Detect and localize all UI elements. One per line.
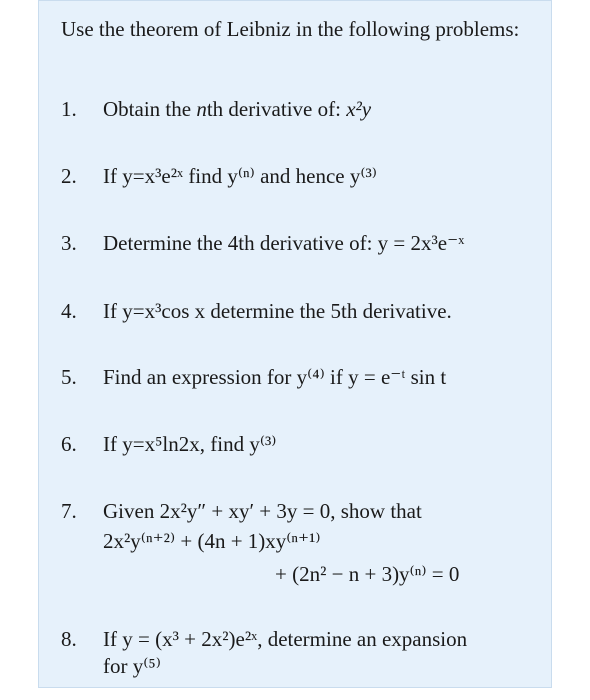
- problem-5-number: 5.: [61, 365, 77, 389]
- problem-1-text-c: th derivative of:: [206, 97, 347, 121]
- problem-1-number: 1.: [61, 97, 77, 121]
- problem-7-line-1: Given 2x²y″ + xy′ + 3y = 0, show that: [103, 499, 422, 523]
- problem-3-number: 3.: [61, 231, 77, 255]
- problem-4-number: 4.: [61, 299, 77, 323]
- problem-1-text-a: Obtain the: [103, 97, 197, 121]
- problem-6: If y=x⁵ln2x, find y⁽³⁾: [103, 432, 277, 456]
- problem-1-expr: x²y: [346, 97, 372, 121]
- problem-5: Find an expression for y⁽⁴⁾ if y = e⁻ᵗ sin t: [103, 365, 447, 389]
- problem-7-line-2: 2x²y⁽ⁿ⁺²⁾ + (4n + 1)xy⁽ⁿ⁺¹⁾: [103, 529, 321, 553]
- problem-1: [103, 99, 371, 120]
- problem-panel: [38, 0, 552, 688]
- problem-8-line-2: for y⁽⁵⁾: [103, 654, 161, 678]
- problem-7-line-3: + (2n² − n + 3)y⁽ⁿ⁾ = 0: [275, 562, 460, 586]
- problem-6-number: 6.: [61, 432, 77, 456]
- problem-2: If y=x³e²ˣ find y⁽ⁿ⁾ and hence y⁽³⁾: [103, 164, 377, 188]
- problem-4: If y=x³cos x determine the 5th derivative.: [103, 299, 452, 323]
- problem-8-line-1: If y = (x³ + 2x²)e²ˣ, determine an expansion: [103, 627, 468, 651]
- problem-1-text-b: n: [196, 97, 207, 121]
- problem-8-number: 8.: [61, 627, 77, 651]
- problem-2-number: 2.: [61, 164, 77, 188]
- intro-text: Use the theorem of Leibniz in the following problems:: [61, 17, 520, 41]
- problem-3: Determine the 4th derivative of: y = 2x³e⁻ˣ: [103, 231, 465, 255]
- problem-7-number: 7.: [61, 499, 77, 523]
